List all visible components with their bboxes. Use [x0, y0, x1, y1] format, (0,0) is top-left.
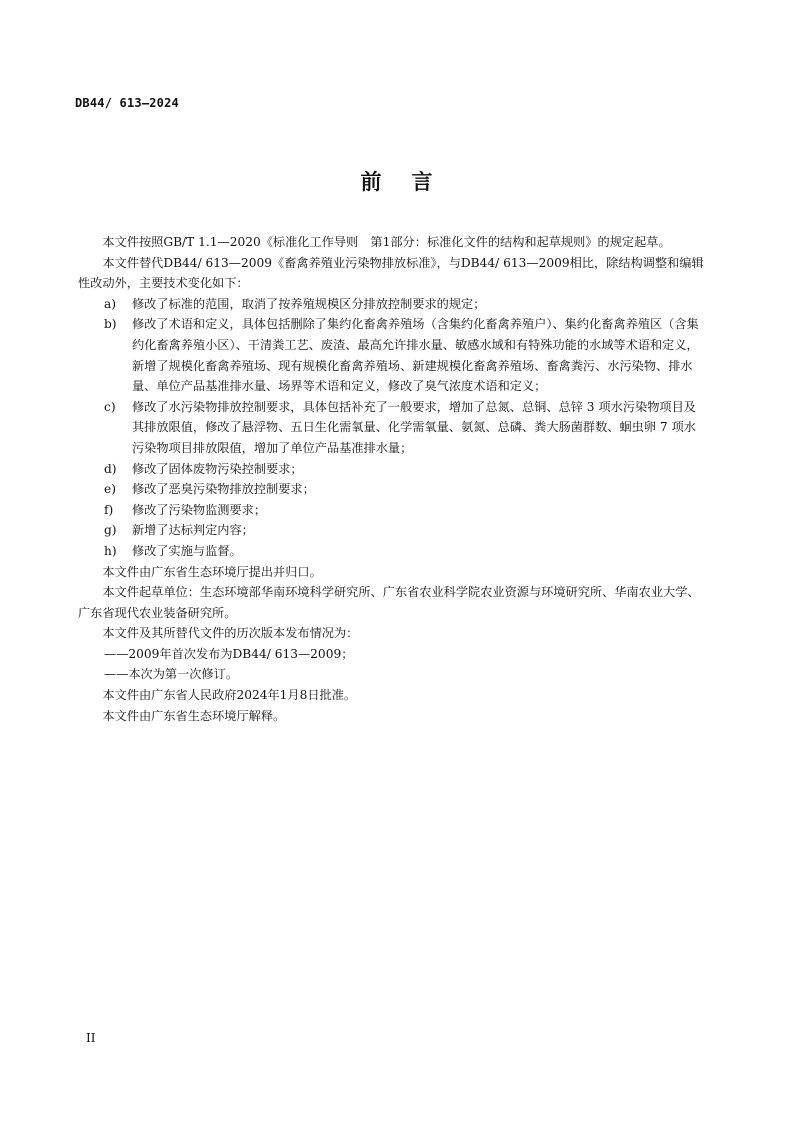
page-number: II	[86, 1031, 96, 1045]
paragraph-history-intro: 本文件及其所替代文件的历次版本发布情况为：	[102, 626, 359, 641]
list-marker: d)	[104, 461, 117, 476]
list-item	[104, 479, 704, 500]
list-item-text: 新增了达标判定内容；	[132, 523, 254, 538]
document-code: DB44/ 613—2024	[75, 96, 179, 110]
list-item	[104, 459, 704, 480]
list-item-text: 修改了污染物监测要求；	[132, 502, 267, 517]
list-item-text: 修改了标准的范围，取消了按养殖规模区分排放控制要求的规定；	[132, 296, 486, 311]
list-item	[104, 397, 704, 459]
list-marker: h)	[104, 543, 117, 558]
list-marker: f)	[104, 502, 114, 517]
list-item-text: 修改了固体废物污染控制要求；	[132, 461, 303, 476]
list-item	[104, 294, 704, 315]
history-item: ——本次为第一次修订。	[104, 667, 239, 682]
paragraph-replacement: 本文件替代DB44/ 613—2009《畜禽养殖业污染物排放标准》，与DB44/ 613—2009相比，除结构调整和编辑性改动外，主要技术变化如下：	[78, 255, 704, 291]
list-item	[104, 520, 704, 541]
list-item-text: 修改了恶臭污染物排放控制要求；	[132, 482, 315, 497]
list-marker: c)	[104, 399, 116, 414]
paragraph-approval: 本文件由广东省人民政府2024年1月8日批准。	[102, 688, 357, 703]
list-marker: g)	[104, 523, 117, 538]
list-item-text: 修改了水污染物排放控制要求，具体包括补充了一般要求，增加了总氮、总铜、总锌 3 项水污染物项目及其排放限值，修改了悬浮物、五日生化需氧量、化学需氧量、氨氮、总磷、粪大肠菌群数、蛔虫卵 7 项水污染物项目排放限值，增加了单位产品基准排水量；	[132, 399, 696, 455]
page-title: 前言	[360, 170, 463, 194]
list-marker: b)	[104, 317, 117, 332]
paragraph-drafting-rules: 本文件按照GB/T 1.1—2020《标准化工作导则 第1部分：标准化文件的结构和起草规则》的规定起草。	[102, 235, 671, 249]
list-item-text: 修改了实施与监督。	[132, 543, 242, 558]
list-item-text: 修改了术语和定义，具体包括删除了集约化畜禽养殖场（含集约化畜禽养殖户）、集约化畜禽养殖区（含集约化畜禽养殖小区）、干清粪工艺、废渣、最高允许排水量、敏感水域和有特殊功能的水域等术语和定义，新增了规模化畜禽养殖场、现有规模化畜禽养殖场、新建规模化畜禽养殖场、畜禽粪污、水污染物、排水量、单位产品基准排水量、场界等术语和定义，修改了臭气浓度术语和定义；	[132, 317, 699, 394]
list-item	[104, 314, 704, 396]
list-item	[104, 500, 704, 521]
history-item: ——2009年首次发布为DB44/ 613—2009；	[104, 646, 354, 661]
list-marker: e)	[104, 482, 116, 497]
paragraph-proposer: 本文件由广东省生态环境厅提出并归口。	[102, 564, 322, 579]
list-item	[104, 541, 704, 562]
paragraph-interpretation: 本文件由广东省生态环境厅解释。	[102, 708, 286, 723]
paragraph-drafting-units: 本文件起草单位：生态环境部华南环境科学研究所、广东省农业科学院农业资源与环境研究所、华南农业大学、广东省现代农业装备研究所。	[78, 585, 700, 620]
foreword-body	[78, 232, 704, 726]
list-marker: a)	[104, 296, 117, 311]
